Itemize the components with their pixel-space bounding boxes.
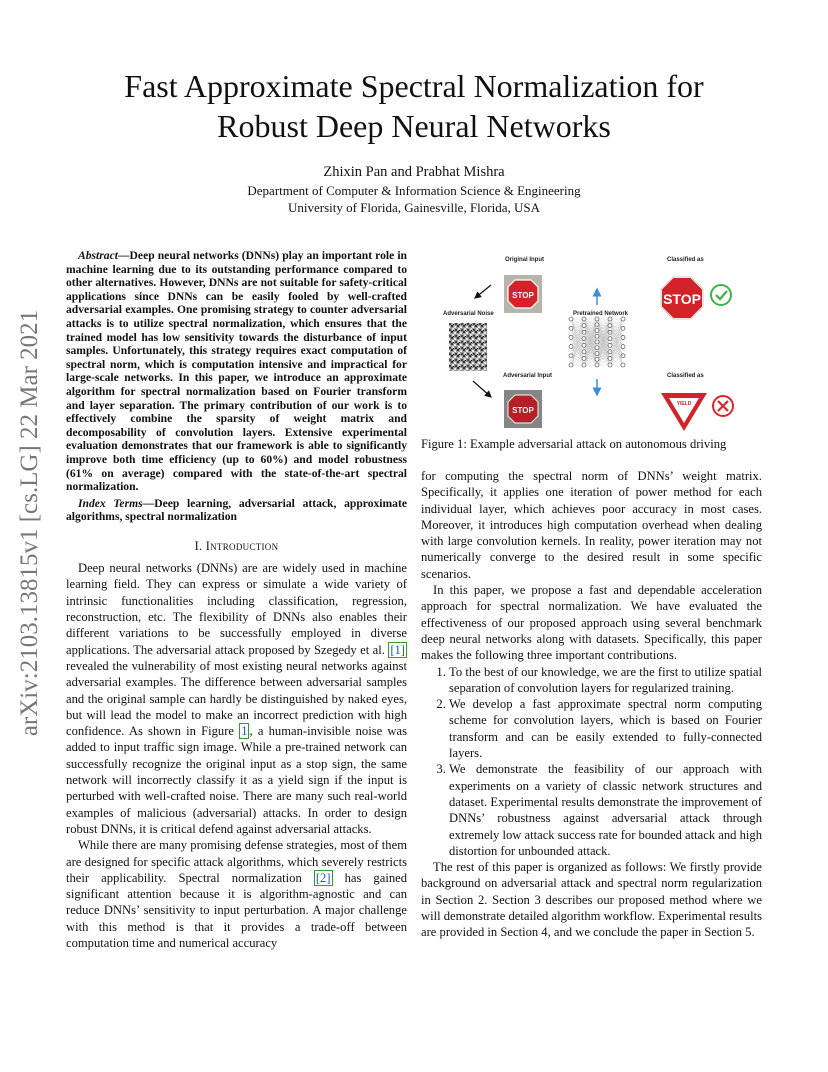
network-node <box>595 363 599 367</box>
label-classified-top: Classified as <box>667 257 704 263</box>
network-node <box>582 337 586 341</box>
figure-1-graphic <box>433 253 753 435</box>
network-node <box>569 345 573 349</box>
figure-1 <box>433 253 753 435</box>
adversarial-noise-image <box>449 323 487 371</box>
section-heading: I. Introduction <box>194 538 279 553</box>
label-adversarial-noise: Adversarial Noise <box>443 311 494 317</box>
network-node <box>608 350 612 354</box>
index-terms <box>66 497 407 524</box>
classified-stop-sign <box>661 277 703 319</box>
network-node <box>595 346 599 350</box>
list-item: 1. To the best of our knowledge, we are the first to utilize spatial separation of convolution layers for regularized training. <box>449 664 762 697</box>
intro-paragraph-2 <box>66 837 407 951</box>
check-icon <box>711 285 731 305</box>
text-run: revealed the vulnerability of most existing neural networks against adversarial examples. The difference between adversarial samples and the original sample can hardly be distinguished by naked eyes, but will lead the model to make an incorrect prediction with high confidence. As shown in Figure <box>66 658 407 739</box>
authors: Zhixin Pan and Prabhat Mishra <box>323 164 505 180</box>
paper-title <box>0 66 828 146</box>
arxiv-stamp-text: arXiv:2103.13815v1 [cs.LG] 22 Mar 2021 <box>16 309 43 737</box>
network-node <box>595 317 599 321</box>
figure-1-caption: Figure 1: Example adversarial attack on autonomous driving <box>421 437 727 451</box>
arrow <box>473 381 491 397</box>
affiliation-line-1: Department of Computer & Information Science & Engineering <box>247 183 581 198</box>
arxiv-stamp <box>10 273 50 773</box>
figure-ref-link[interactable]: 1 <box>241 724 248 739</box>
label-classified-bottom: Classified as <box>667 373 704 379</box>
affiliation-line-2: University of Florida, Gainesville, Florida, USA <box>287 200 541 215</box>
classified-yield-sign <box>661 393 707 431</box>
network-edge <box>584 336 597 365</box>
intro-paragraph-4: The rest of this paper is organized as follows: We firstly provide background on adversarial attack and spectral norm regularization in Section 2. Section 3 describes our proposed method where we will demonstrate detailed algorithm workflow. Experimental results are provided in Section 4, and we conclude the paper in Section 5. <box>421 860 762 940</box>
sign-text: YIELD <box>676 401 692 407</box>
network-node <box>582 324 586 328</box>
network-node <box>582 330 586 334</box>
network-node <box>582 350 586 354</box>
citation-link[interactable]: [2] <box>315 870 331 885</box>
network-node <box>621 363 625 367</box>
text-run: , a human-invisible noise was added to input traffic sign image. While a pre-trained network can successfully recognize the original input as a stop sign, the same network will incorrectly classify it as a yield sign if the input is perturbed with well-crafted noise. There are many such real-world examples of malicious (adversarial) attacks. In order to design robust DNNs, it is critical defend against adversarial attacks. <box>66 724 407 836</box>
text-run: While there are many promising defense strategies, most of them are designed for specific attack algorithms, which severely restricts their applicability. Spectral normalization <box>66 838 407 885</box>
network-node <box>608 356 612 360</box>
network-node <box>595 323 599 327</box>
pretrained-network-diagram <box>569 317 625 367</box>
text-run: has gained significant attention because it is algorithm-agnostic and can reduce DNNs’ sensitivity to input perturbation. A major challenge with this method is that it provides a trade-off between computation time and numerical accuracy <box>66 870 407 950</box>
network-node <box>595 340 599 344</box>
index-terms-text: —Deep learning, adversarial attack, approximate algorithms, spectral normalization <box>66 496 407 524</box>
network-node <box>595 352 599 356</box>
intro-paragraph-2-continued: for computing the spectral norm of DNNs’ weight matrix. Specifically, it applies one iteration of power method for each individual layer, which achieves poor accuracy in most cases. Moreover, it introduces high computation overhead when dealing with large convolution kernels. In reality, power iteration may not numerically converge to the desired result in some specific scenarios. <box>421 469 762 581</box>
network-node <box>608 337 612 341</box>
network-node <box>608 363 612 367</box>
network-node <box>569 326 573 330</box>
index-terms-label: Index Terms <box>78 496 143 510</box>
network-node <box>621 335 625 339</box>
label-original-input: Original Input <box>505 257 544 263</box>
network-node <box>595 357 599 361</box>
arrow <box>475 285 491 298</box>
right-column <box>421 468 762 941</box>
network-node <box>569 363 573 367</box>
list-item: 3. We demonstrate the feasibility of our approach with experiments on a variety of classic network structures and dataset. Experimental results demonstrate the improvement of DNNs’ robustness against adversarial attack through extremely low attack success rate for bounded attack and high distortion for unbounded attack. <box>449 761 762 859</box>
sign-text: STOP <box>512 291 534 300</box>
network-node <box>582 317 586 321</box>
network-node <box>569 335 573 339</box>
list-item: 2. We develop a fast approximate spectral norm computing scheme for convolution layers, which is based on Fourier transform and can be easily extended to fully-connected layers. <box>449 696 762 761</box>
title-line-2: Robust Deep Neural Networks <box>217 108 611 144</box>
network-node <box>582 363 586 367</box>
network-node <box>621 326 625 330</box>
abstract <box>66 249 407 494</box>
network-node <box>595 334 599 338</box>
network-edge <box>597 319 610 348</box>
sign-text: STOP <box>663 291 701 307</box>
cross-icon <box>713 396 733 416</box>
network-node <box>608 324 612 328</box>
sign-text: STOP <box>512 406 534 415</box>
citation-link[interactable]: [1] <box>390 642 405 657</box>
intro-paragraph-3: In this paper, we propose a fast and dependable acceleration approach for spectral normalization. We have evaluated the effectiveness of our proposed approach using several benchmark deep neural networks along with datasets. Specifically, this paper makes the following three important contributions. <box>421 583 762 663</box>
network-node <box>608 330 612 334</box>
original-stop-image <box>504 275 542 313</box>
label-pretrained-network: Pretrained Network <box>573 311 629 317</box>
network-node <box>582 343 586 347</box>
adversarial-stop-image <box>504 390 542 428</box>
contributions-list <box>421 664 762 860</box>
left-column <box>66 249 407 951</box>
network-node <box>608 343 612 347</box>
text-run: Deep neural networks (DNNs) are are widely used in machine learning field. They can express or simulate a wide variety of intrinsic functionalities including classification, regression, reconstruction, etc. The flexibility of DNNs also enables their different variations to be successfully employed in diverse applications. The adversarial attack proposed by Szegedy et al. <box>66 561 407 657</box>
network-node <box>608 317 612 321</box>
title-line-1: Fast Approximate Spectral Normalization for <box>124 68 704 104</box>
network-node <box>621 317 625 321</box>
network-node <box>621 345 625 349</box>
affiliation <box>0 182 828 216</box>
abstract-text: —Deep neural networks (DNNs) play an important role in machine learning due to its outstanding performance compared to other alternatives. However, DNNs are not suitable for safety-critical applications since DNNs can be easily fooled by well-crafted adversarial examples. One promising strategy to counter adversarial attacks is to utilize spectral normalization, which ensures that the trained model has low sensitivity towards the disturbance of input samples. Unfortunately, this strategy requires exact computation of spectral norm, which is computation intensive and impractical for large-scale networks. In this paper, we introduce an approximate algorithm for spectral normalization based on Fourier transform and layer separation. The primary contribution of our work is to effectively combine the sparsity of weight matrix and decomposability of convolution layers. Extensive experimental evaluation demonstrates that our framework is able to significantly improve both time efficiency (up to 60%) and model robustness (61% on average) compared with the state-of-the-art spectral normalization. <box>66 249 407 494</box>
abstract-label: Abstract <box>78 249 118 262</box>
network-node <box>582 356 586 360</box>
network-node <box>621 354 625 358</box>
label-adversarial-input: Adversarial Input <box>503 373 553 379</box>
intro-paragraph-1 <box>66 560 407 837</box>
network-node <box>569 317 573 321</box>
network-node <box>595 329 599 333</box>
network-node <box>569 354 573 358</box>
